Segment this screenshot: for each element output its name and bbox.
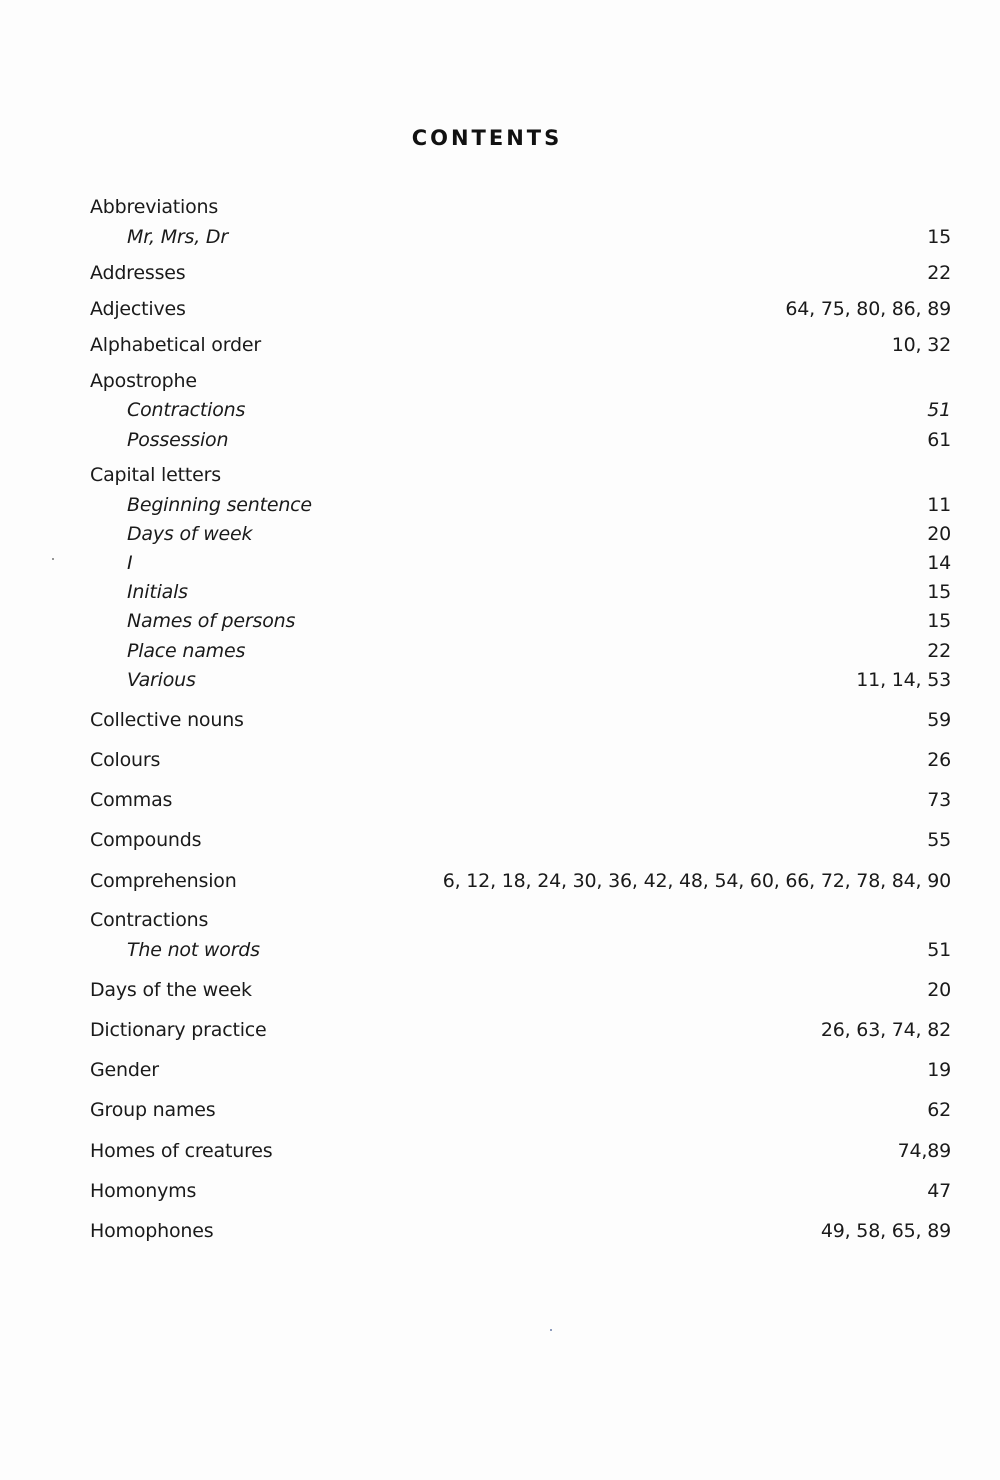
entry-label: Collective nouns	[90, 709, 244, 731]
toc-entry	[0, 260, 1000, 286]
entry-pages: 61	[927, 429, 951, 451]
entry-pages: 15	[927, 610, 951, 632]
entry-label: The not words	[127, 939, 260, 961]
toc-entry	[0, 1178, 1000, 1204]
entry-pages: 26, 63, 74, 82	[820, 1019, 951, 1041]
entry-label: Comprehension	[90, 870, 237, 892]
entry-label: Group names	[90, 1099, 216, 1121]
entry-pages: 62	[927, 1099, 951, 1121]
entry-label: Possession	[127, 429, 229, 451]
entry-pages: 15	[927, 226, 951, 248]
entry-label: Contractions	[90, 909, 209, 931]
toc-entry	[0, 1138, 1000, 1164]
entry-label: Initials	[127, 581, 188, 603]
toc-entry	[0, 1097, 1000, 1123]
entry-label: Homophones	[90, 1220, 214, 1242]
entry-label: Gender	[90, 1059, 159, 1081]
toc-subentry	[0, 521, 1000, 547]
entry-pages: 19	[927, 1059, 951, 1081]
entry-label: Various	[127, 669, 196, 691]
page-title: CONTENTS	[411, 126, 563, 150]
entry-label: Abbreviations	[90, 196, 219, 218]
entry-pages: 20	[927, 523, 951, 545]
entry-pages: 22	[927, 262, 951, 284]
entry-pages: 49, 58, 65, 89	[820, 1220, 951, 1242]
entry-pages: 59	[927, 709, 951, 731]
entry-pages: 55	[927, 829, 951, 851]
entry-pages: 15	[927, 581, 951, 603]
entry-label: Apostrophe	[90, 370, 197, 392]
entry-label: Addresses	[90, 262, 186, 284]
entry-label: Contractions	[127, 399, 246, 421]
entry-pages: 51	[927, 939, 951, 961]
toc-subentry	[0, 608, 1000, 634]
entry-label: Compounds	[90, 829, 202, 851]
entry-label: Place names	[127, 640, 246, 662]
toc-entry	[0, 194, 1000, 220]
toc-entry	[0, 462, 1000, 488]
toc-entry	[0, 747, 1000, 773]
entry-pages: 74,89	[897, 1140, 951, 1162]
toc-entry	[0, 1017, 1000, 1043]
entry-label: Homes of creatures	[90, 1140, 273, 1162]
toc-entry	[0, 868, 1000, 894]
entry-pages: 10, 32	[891, 334, 951, 356]
toc-subentry	[0, 397, 1000, 423]
toc-subentry	[0, 579, 1000, 605]
entry-label: Colours	[90, 749, 161, 771]
entry-label: Mr, Mrs, Dr	[127, 226, 228, 248]
toc-entry	[0, 1057, 1000, 1083]
entry-label: Capital letters	[90, 464, 221, 486]
toc-entry	[0, 787, 1000, 813]
toc-subentry	[0, 492, 1000, 518]
entry-label: Homonyms	[90, 1180, 197, 1202]
entry-pages: 20	[927, 979, 951, 1001]
entry-label: Days of the week	[90, 979, 252, 1001]
toc-subentry	[0, 427, 1000, 453]
entry-label: Days of week	[127, 523, 253, 545]
scan-speck	[52, 558, 54, 560]
entry-label: Names of persons	[127, 610, 296, 632]
entry-pages: 11	[927, 494, 951, 516]
entry-label: Commas	[90, 789, 173, 811]
toc-entry	[0, 827, 1000, 853]
toc-entry	[0, 332, 1000, 358]
entry-label: I	[127, 552, 133, 574]
toc-entry	[0, 907, 1000, 933]
entry-pages: 6, 12, 18, 24, 30, 36, 42, 48, 54, 60, 66, 72, 78, 84, 90	[442, 870, 951, 892]
entry-pages: 14	[927, 552, 951, 574]
toc-entry	[0, 1218, 1000, 1244]
entry-label: Beginning sentence	[127, 494, 312, 516]
entry-pages: 26	[927, 749, 951, 771]
toc-subentry	[0, 667, 1000, 693]
toc-entry	[0, 296, 1000, 322]
toc-entry	[0, 977, 1000, 1003]
scan-speck	[550, 1329, 552, 1331]
toc-subentry	[0, 550, 1000, 576]
entry-pages: 73	[927, 789, 951, 811]
entry-label: Adjectives	[90, 298, 186, 320]
entry-pages: 47	[927, 1180, 951, 1202]
entry-pages: 22	[927, 640, 951, 662]
toc-subentry	[0, 937, 1000, 963]
entry-pages: 51	[927, 399, 951, 421]
entry-pages: 11, 14, 53	[856, 669, 951, 691]
entry-label: Dictionary practice	[90, 1019, 267, 1041]
toc-entry	[0, 707, 1000, 733]
toc-entry	[0, 368, 1000, 394]
entry-pages: 64, 75, 80, 86, 89	[785, 298, 951, 320]
toc-subentry	[0, 638, 1000, 664]
toc-subentry	[0, 224, 1000, 250]
entry-label: Alphabetical order	[90, 334, 261, 356]
